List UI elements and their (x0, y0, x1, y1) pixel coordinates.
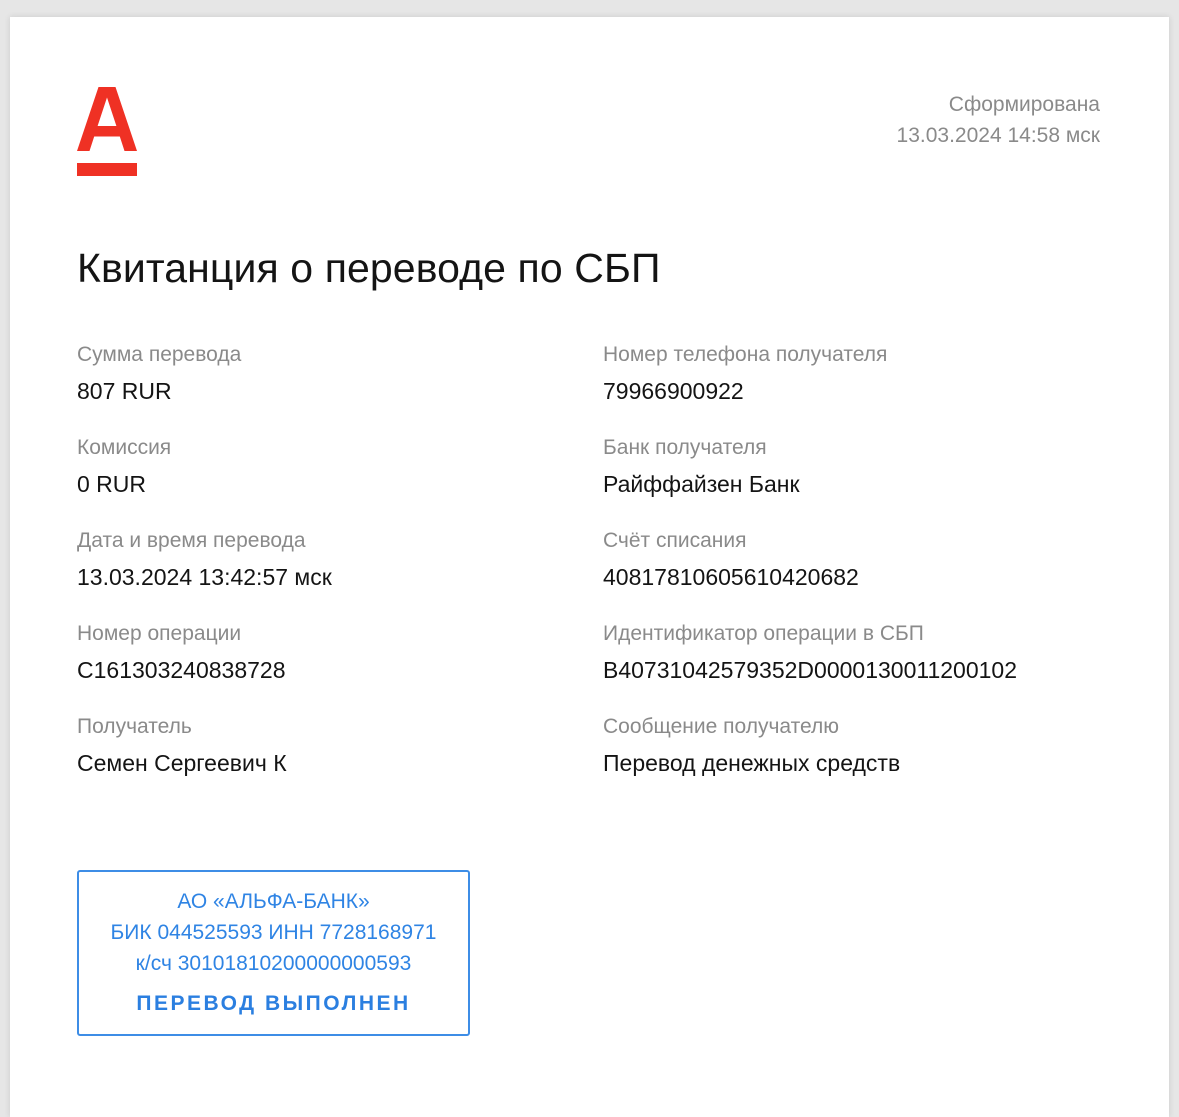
transfer-datetime-label: Дата и время перевода (77, 529, 306, 552)
generated-datetime: 13.03.2024 14:58 мск (896, 124, 1100, 147)
field-transfer-datetime (77, 528, 597, 591)
amount-label: Сумма перевода (77, 343, 242, 366)
generated-info (897, 89, 1100, 151)
transfer-datetime-value: 13.03.2024 13:42:57 мск (77, 564, 332, 590)
field-recipient (77, 714, 597, 777)
debit-account-label: Счёт списания (603, 529, 747, 552)
generated-label: Сформирована (948, 93, 1100, 116)
recipient-label: Получатель (77, 715, 192, 738)
sbp-operation-id-label: Идентификатор операции в СБП (603, 622, 924, 645)
field-sbp-operation-id (603, 621, 1123, 684)
recipient-message-value: Перевод денежных средств (603, 750, 901, 776)
recipient-phone-value: 79966900922 (603, 378, 744, 404)
operation-number-label: Номер операции (77, 622, 242, 645)
sbp-operation-id-value: B40731042579352D0000130011200102 (603, 657, 1017, 683)
recipient-value: Семен Сергеевич К (77, 750, 287, 776)
debit-account-value: 40817810605610420682 (603, 564, 859, 590)
recipient-bank-value: Райффайзен Банк (603, 471, 800, 497)
stamp-status: ПЕРЕВОД ВЫПОЛНЕН (136, 992, 411, 1015)
commission-value: 0 RUR (77, 471, 147, 497)
field-operation-number (77, 621, 597, 684)
field-recipient-message (603, 714, 1123, 777)
recipient-phone-label: Номер телефона получателя (603, 343, 888, 366)
stamp-correspondent-account: к/сч 30101810200000000593 (135, 952, 412, 975)
commission-label: Комиссия (77, 436, 172, 459)
stamp-bank-codes: БИК 044525593 ИНН 7728168971 (110, 921, 437, 944)
field-commission (77, 435, 597, 498)
recipient-bank-label: Банк получателя (603, 436, 767, 459)
field-recipient-phone (603, 342, 1123, 405)
field-amount (77, 342, 597, 405)
receipt-page (10, 17, 1169, 1117)
amount-value: 807 RUR (77, 378, 172, 404)
field-recipient-bank (603, 435, 1123, 498)
field-debit-account (603, 528, 1123, 591)
alfa-bank-logo-icon (77, 87, 137, 177)
operation-number-value: C161303240838728 (77, 657, 286, 683)
stamp-bank-name: АО «АЛЬФА-БАНК» (177, 890, 370, 913)
recipient-message-label: Сообщение получателю (603, 715, 839, 738)
receipt-title: Квитанция о переводе по СБП (77, 245, 661, 291)
bank-stamp (77, 870, 470, 1036)
